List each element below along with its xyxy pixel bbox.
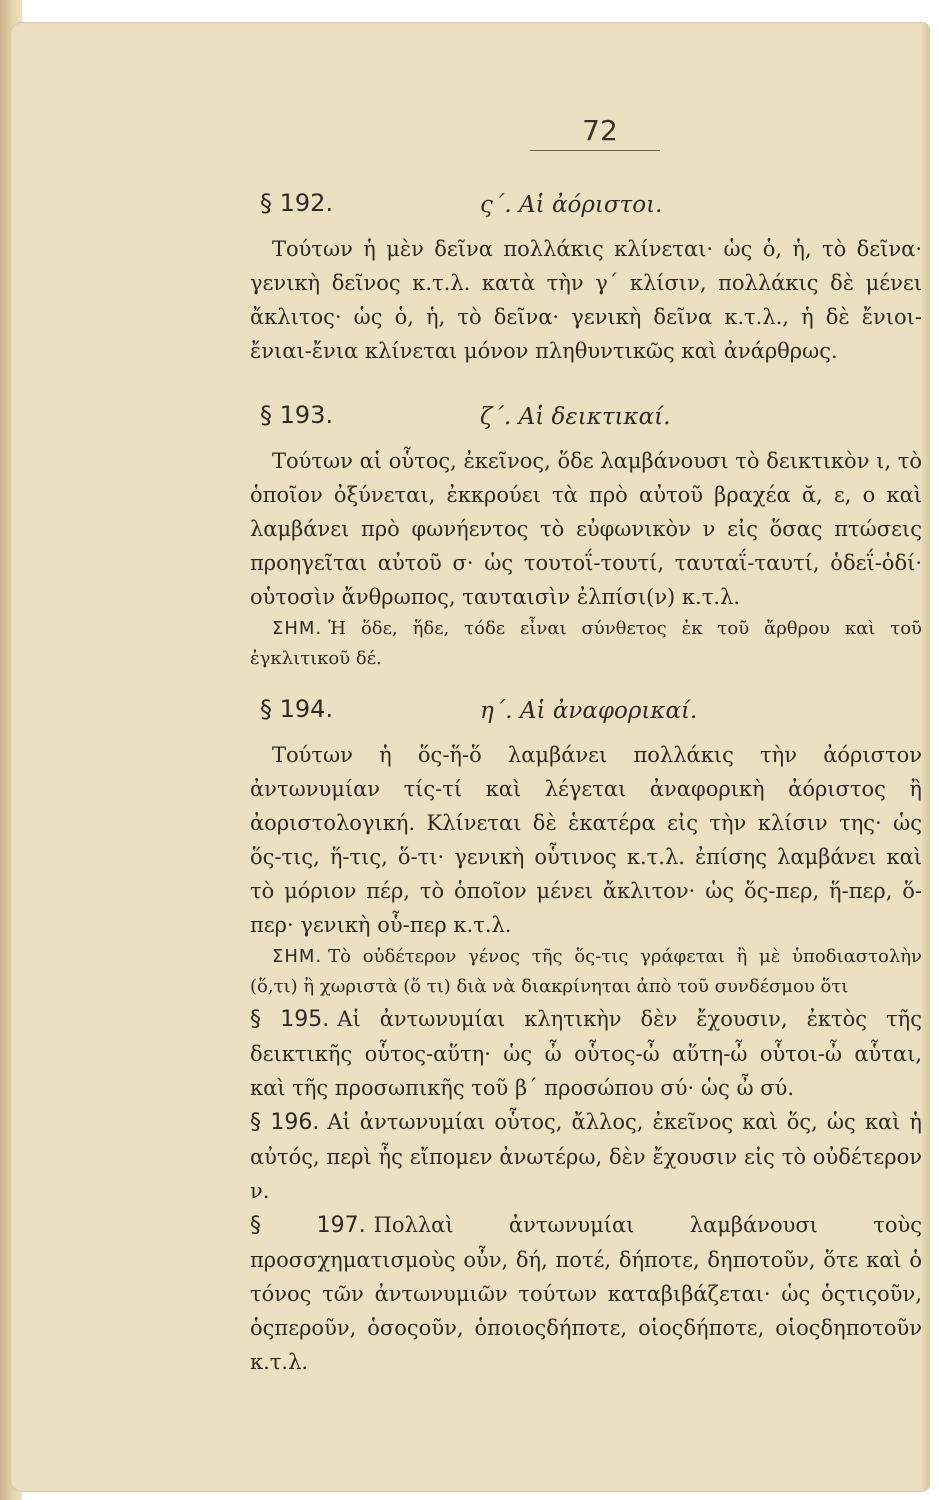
section-title: η΄. Αἱ ἀναφορικαί.: [480, 698, 698, 724]
note-label: ΣΗΜ.: [272, 946, 323, 967]
page-number: 72: [582, 114, 618, 147]
paragraph-text: Αἱ ἀντωνυμίαι οὗτος, ἄλλος, ἐκεῖνος καὶ ὅς, ὡς καὶ ἡ αὐτός, περὶ ἧς εἴπομεν ἀνωτέρω, δὲν ἔχουσιν εἰς τὸ οὐδέτερον ν.: [250, 1110, 922, 1203]
section-number: § 192.: [260, 189, 334, 217]
paragraph-text: Πολλαὶ ἀντωνυμίαι λαμβάνουσι τοὺς προσσχηματισμοὺς οὖν, δή, ποτέ, δήποτε, δηποτοῦν, ὅτε καὶ ὁ τόνος τῶν ἀντωνυμιῶν τούτων καταβιβάζεται· ὡς ὁςτιςοῦν, ὁςπεροῦν, ὁσοςοῦν, ὁποιοςδήποτε, οἱοςδήποτε, οἱοςδηποτοῦν κ.τ.λ.: [250, 1213, 922, 1374]
section-text: Τούτων ἡ μὲν δεῖνα πολλάκις κλίνεται· ὡς ὁ, ἡ, τὸ δεῖνα· γενικὴ δεῖνος κ.τ.λ. κατὰ τὴν γ΄ κλίσιν, πολλάκις δὲ μένει ἄκλιτος· ὡς ὁ, ἡ, τὸ δεῖνα· γενικὴ δεῖνα κ.τ.λ., ἡ δὲ ἔνιοι-ἔνιαι-ἔνια κλίνεται μόνον πληθυντικῶς καὶ ἀνάρθρως.: [250, 237, 922, 363]
note-text: Τὸ οὐδέτερον γένος τῆς ὅς-τις γράφεται ἢ μὲ ὑποδιαστολὴν (ὅ,τι) ἢ χωριστὰ (ὅ τι) διὰ νὰ διακρίνηται ἀπὸ τοῦ συνδέσμου ὅτι: [250, 946, 922, 997]
page-content: [250, 180, 922, 1379]
spacer: [250, 368, 922, 392]
section-text: Τούτων ἡ ὅς-ἥ-ὅ λαμβάνει πολλάκις τὴν ἀόριστον ἀντωνυμίαν τίς-τί καὶ λέγεται ἀναφορικὴ ἀόριστος ἢ ἀοριστολογική. Κλίνεται δὲ ἑκατέρα εἰς τὴν κλίσιν της· ὡς ὅς-τις, ἥ-τις, ὅ-τι· γενικὴ οὗτινος κ.τ.λ. ἐπίσης λαμβάνει καὶ τὸ μόριον πέρ, τὸ ὁποῖον μένει ἄκλιτον· ὡς ὅς-περ, ἥ-περ, ὅ-περ· γενικὴ οὗ-περ κ.τ.λ.: [250, 743, 922, 937]
note-label: ΣΗΜ.: [272, 618, 323, 639]
section-heading: [250, 398, 922, 444]
note-text: Ἡ ὅδε, ἥδε, τόδε εἶναι σύνθετος ἐκ τοῦ ἄρθρου καὶ τοῦ ἐγκλιτικοῦ δέ.: [250, 618, 922, 669]
numbered-paragraph: [250, 1002, 922, 1105]
section-heading: [250, 186, 922, 232]
paragraph-number: § 195.: [250, 1007, 330, 1032]
paragraph-number: § 197.: [250, 1213, 366, 1238]
paragraph-text: Αἱ ἀντωνυμίαι κλητικὴν δὲν ἔχουσιν, ἐκτὸς τῆς δεικτικῆς οὗτος-αὕτη· ὡς ὦ οὗτος-ὦ αὕτη-ὦ οὗτοι-ὦ αὗται, καὶ τῆς προσωπικῆς τοῦ β΄ προσώπου σύ· ὡς ὦ σύ.: [250, 1007, 922, 1100]
section-note: [250, 942, 922, 1002]
section-title: ζ΄. Αἱ δεικτικαί.: [480, 404, 671, 430]
numbered-paragraph: [250, 1208, 922, 1379]
section-note: [250, 614, 922, 674]
section-number: § 193.: [260, 401, 334, 429]
page-edge: [922, 22, 930, 1492]
header-rule: [530, 150, 660, 151]
section-number: § 194.: [260, 695, 334, 723]
paragraph-number: § 196.: [250, 1110, 320, 1135]
spacer: [250, 674, 922, 686]
section-title: ς΄. Αἱ ἀόριστοι.: [480, 192, 663, 218]
numbered-paragraph: [250, 1105, 922, 1208]
section-heading: [250, 692, 922, 738]
section-text: Τούτων αἱ οὗτος, ἐκεῖνος, ὅδε λαμβάνουσι τὸ δεικτικὸν ι, τὸ ὁποῖον ὀξύνεται, ἐκκρούει τὰ πρὸ αὐτοῦ βραχέα ᾰ, ε, ο καὶ λαμβάνει πρὸ φωνήεντος τὸ εὐφωνικὸν ν εἰς ὅσας πτώσεις προηγεῖται αὐτοῦ σ· ὡς τουτοΐ-τουτί, ταυταΐ-ταυτί, ὁδεΐ-ὁδί· οὑτοσὶν ἄνθρωπος, ταυταισὶν ἐλπίσι(ν) κ.τ.λ.: [250, 449, 922, 609]
